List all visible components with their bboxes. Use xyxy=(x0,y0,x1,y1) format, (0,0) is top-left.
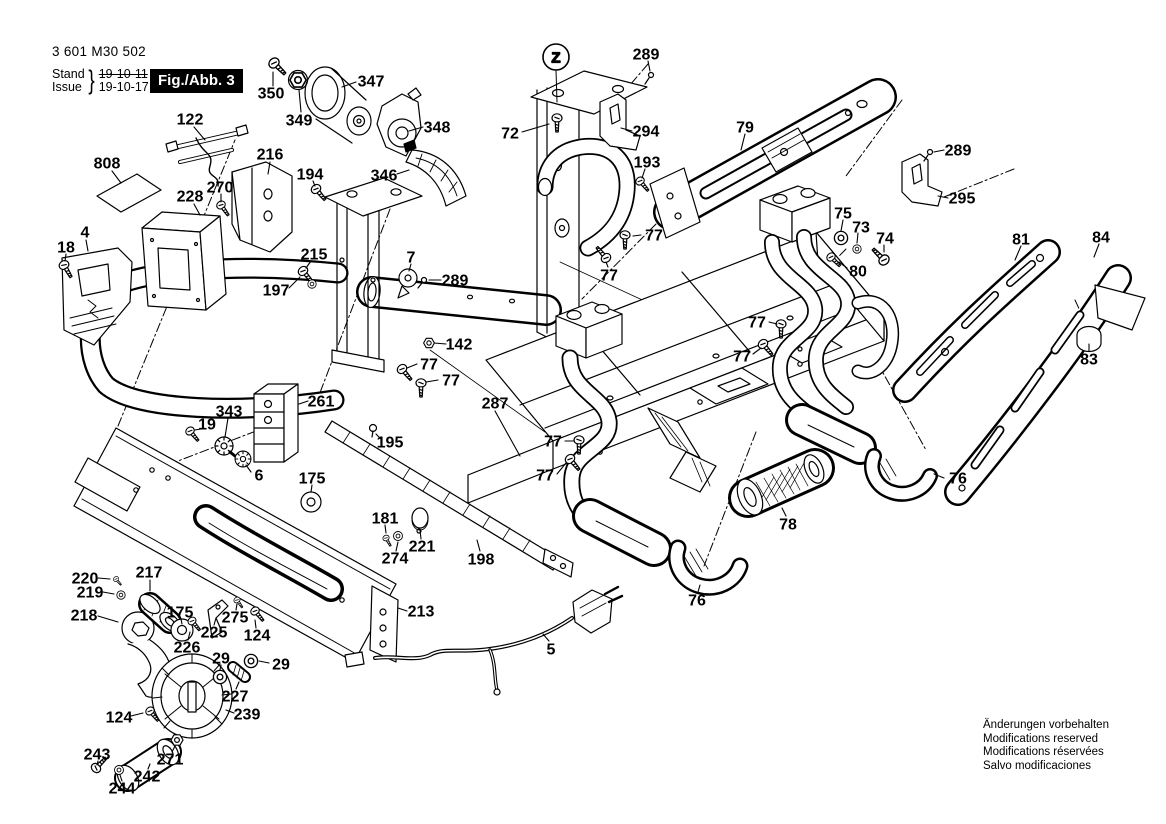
part-4-latch xyxy=(62,248,132,345)
stand-date: 19-10-11 xyxy=(98,66,148,81)
part-label-343: 343 xyxy=(215,403,243,421)
note-es: Salvo modificaciones xyxy=(983,759,1092,772)
part-label-289: 289 xyxy=(944,142,972,160)
leader-line-77 xyxy=(633,235,641,236)
leader-line-124 xyxy=(131,713,143,716)
issue-label: Issue xyxy=(52,79,82,94)
leader-line-6 xyxy=(246,465,251,472)
part-label-808: 808 xyxy=(93,155,121,173)
part-label-350: 350 xyxy=(257,85,285,103)
part-label-195: 195 xyxy=(376,434,404,452)
part-label-77: 77 xyxy=(748,314,766,332)
part-label-194: 194 xyxy=(296,166,324,184)
part-label-122: 122 xyxy=(176,111,204,129)
part-label-84: 84 xyxy=(1092,229,1110,247)
part-label-221: 221 xyxy=(408,538,436,556)
part-label-77: 77 xyxy=(536,467,554,485)
part-label-181: 181 xyxy=(371,510,399,528)
part-78-grip xyxy=(732,452,828,519)
leader-line-343 xyxy=(225,418,228,437)
part-label-228: 228 xyxy=(176,188,204,206)
product-code: 3 601 M30 502 xyxy=(52,44,146,59)
part-label-216: 216 xyxy=(256,146,284,164)
leader-line-142 xyxy=(434,343,446,344)
note-fr: Modifications réservées xyxy=(983,746,1104,758)
part-label-271: 271 xyxy=(156,751,184,769)
part-261-bearing-block xyxy=(254,384,298,462)
leader-line-287 xyxy=(495,411,520,456)
stand-issue-block xyxy=(52,65,149,96)
part-221-cap xyxy=(412,508,428,533)
detail-marker-text: Z xyxy=(551,49,561,67)
part-label-76: 76 xyxy=(688,592,706,610)
part-81-support-arm xyxy=(905,252,1048,390)
part-label-79: 79 xyxy=(736,119,754,137)
leader-line-77 xyxy=(407,364,417,368)
leader-line-220 xyxy=(98,578,110,579)
part-227-spring xyxy=(233,665,245,681)
part-label-124: 124 xyxy=(105,709,133,727)
part-228-switch-box xyxy=(142,212,226,310)
part-label-218: 218 xyxy=(70,607,98,625)
part-label-349: 349 xyxy=(285,112,313,130)
part-label-270: 270 xyxy=(206,179,234,197)
leader-line-228 xyxy=(194,204,200,215)
part-label-295: 295 xyxy=(948,190,976,208)
part-label-242: 242 xyxy=(133,768,161,786)
leader-line-213 xyxy=(398,608,407,611)
part-label-193: 193 xyxy=(633,154,661,172)
part-label-347: 347 xyxy=(357,73,385,91)
leader-line-808 xyxy=(112,171,121,183)
part-label-77: 77 xyxy=(442,372,460,390)
part-198-edge-strip xyxy=(325,421,573,577)
part-label-75: 75 xyxy=(834,205,852,223)
leader-line-77 xyxy=(426,380,438,382)
part-label-18: 18 xyxy=(57,239,75,257)
part-label-77: 77 xyxy=(600,267,618,285)
part-label-217: 217 xyxy=(135,564,163,582)
note-en: Modifications reserved xyxy=(983,732,1099,745)
revision-notes xyxy=(983,719,1109,773)
part-label-346: 346 xyxy=(370,167,398,185)
part-76-foot-right xyxy=(872,456,930,494)
title-block xyxy=(52,44,149,96)
part-label-7: 7 xyxy=(406,249,416,267)
part-label-77: 77 xyxy=(645,227,663,245)
part-label-175: 175 xyxy=(298,470,326,488)
part-label-83: 83 xyxy=(1080,351,1098,369)
part-label-29: 29 xyxy=(212,650,230,668)
leader-line-289 xyxy=(934,150,944,152)
part-label-73: 73 xyxy=(852,219,870,237)
part-label-72: 72 xyxy=(501,125,519,143)
part-label-6: 6 xyxy=(254,467,264,485)
part-label-80: 80 xyxy=(849,263,867,281)
part-label-5: 5 xyxy=(546,641,556,659)
part-label-77: 77 xyxy=(544,433,562,451)
part-label-226: 226 xyxy=(173,639,201,657)
part-label-287: 287 xyxy=(481,395,509,413)
leader-line-198 xyxy=(477,540,480,551)
part-label-78: 78 xyxy=(779,516,797,534)
part-label-275: 275 xyxy=(221,609,249,627)
part-label-289: 289 xyxy=(441,272,469,290)
part-label-220: 220 xyxy=(71,570,99,588)
part-label-244: 244 xyxy=(108,780,136,798)
part-label-225: 225 xyxy=(200,624,228,642)
brace-glyph: } xyxy=(88,65,95,95)
leader-line-78 xyxy=(782,508,786,516)
part-label-239: 239 xyxy=(233,706,261,724)
part-195-pin xyxy=(370,425,377,438)
part-label-77: 77 xyxy=(733,348,751,366)
part-label-4: 4 xyxy=(80,224,90,242)
part-label-289: 289 xyxy=(632,46,660,64)
part-175-washer-upper xyxy=(301,492,321,512)
part-label-142: 142 xyxy=(445,336,473,354)
leader-line-218 xyxy=(98,616,118,622)
part-label-348: 348 xyxy=(423,119,451,137)
note-de: Änderungen vorbehalten xyxy=(983,719,1109,731)
part-label-81: 81 xyxy=(1012,231,1030,249)
part-295-bracket xyxy=(902,154,942,206)
part-label-74: 74 xyxy=(876,230,894,248)
part-808-label-plate xyxy=(97,174,161,212)
part-label-213: 213 xyxy=(407,603,435,621)
part-label-29: 29 xyxy=(272,656,290,674)
leader-line-346 xyxy=(397,170,409,174)
leader-line-4 xyxy=(86,240,88,251)
part-label-243: 243 xyxy=(83,746,111,764)
part-label-294: 294 xyxy=(632,123,660,141)
leader-line-219 xyxy=(103,592,114,594)
part-label-261: 261 xyxy=(307,393,335,411)
part-label-227: 227 xyxy=(221,688,249,706)
part-label-198: 198 xyxy=(467,551,495,569)
part-label-215: 215 xyxy=(300,246,328,264)
leader-line-72 xyxy=(522,124,549,132)
rear-left-loop-tube xyxy=(539,146,628,248)
part-label-175: 175 xyxy=(166,604,194,622)
figure-label: Fig./Abb. 3 xyxy=(150,69,243,93)
part-label-76: 76 xyxy=(949,470,967,488)
part-label-197: 197 xyxy=(262,282,290,300)
issue-date: 19-10-17 xyxy=(98,79,149,94)
part-label-219: 219 xyxy=(76,584,104,602)
leader-line-29 xyxy=(259,661,269,663)
stand-label: Stand xyxy=(52,66,85,81)
part-294-bracket xyxy=(600,94,640,150)
part-label-77: 77 xyxy=(420,356,438,374)
part-216-bracket xyxy=(232,162,292,252)
part-label-124: 124 xyxy=(243,627,271,645)
part-label-19: 19 xyxy=(198,416,216,434)
part-label-274: 274 xyxy=(381,550,409,568)
leader-line-349 xyxy=(299,90,301,112)
